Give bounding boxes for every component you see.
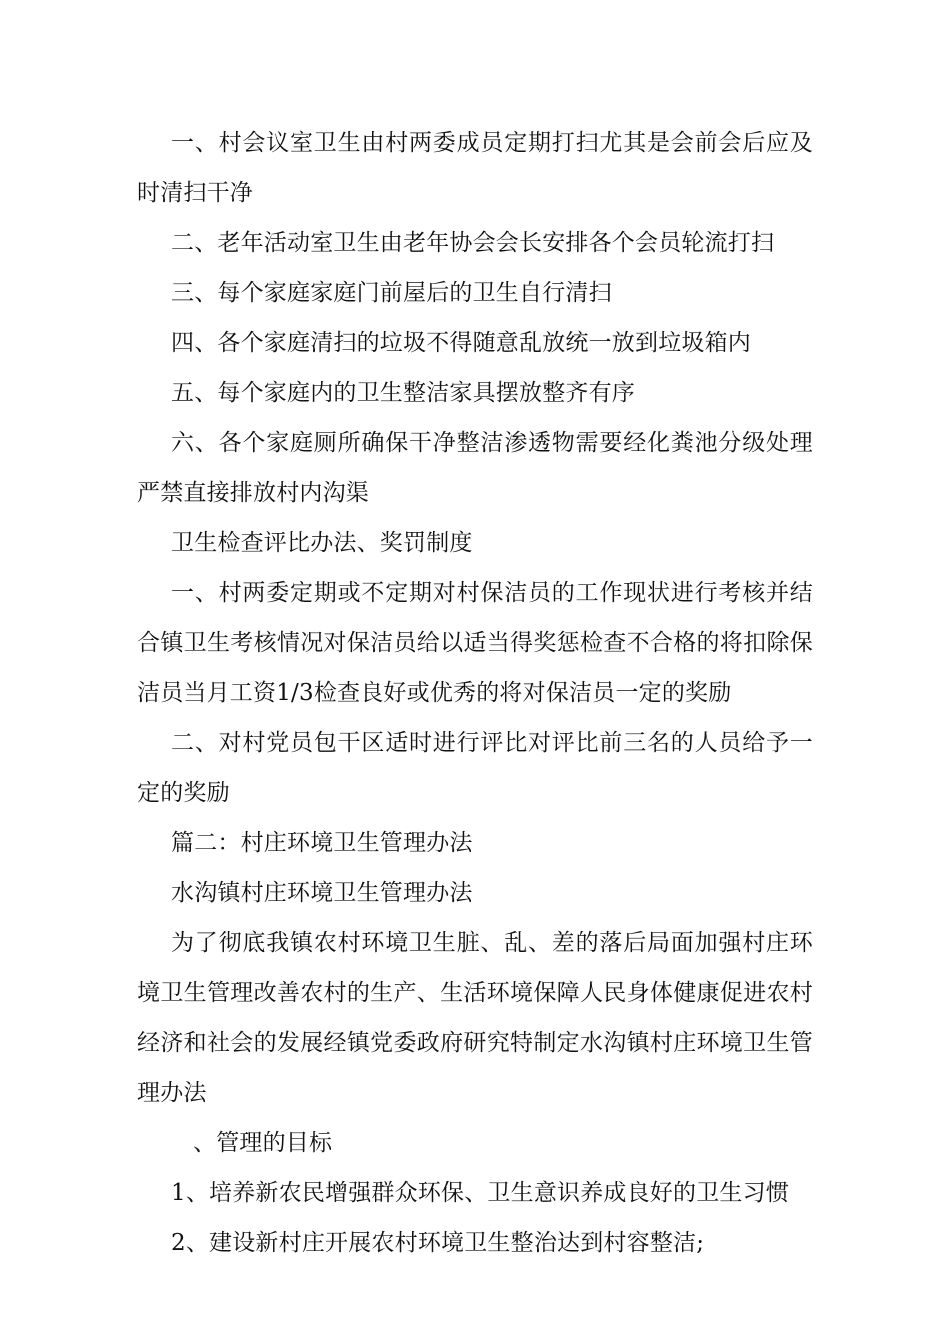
paragraph-8: 二、对村党员包干区适时进行评比对评比前三名的人员给予一定的奖励 xyxy=(137,730,813,806)
section-heading-goals: 、管理的目标 xyxy=(193,1130,333,1156)
paragraph-4: 四、各个家庭清扫的垃圾不得随意乱放统一放到垃圾箱内 xyxy=(171,330,751,356)
paragraph-5: 五、每个家庭内的卫生整洁家具摆放整齐有序 xyxy=(171,380,635,406)
document-title: 水沟镇村庄环境卫生管理办法 xyxy=(171,880,473,906)
paragraph-3: 三、每个家庭家庭门前屋后的卫生自行清扫 xyxy=(171,280,612,306)
goal-item-2: 2、建设新村庄开展农村环境卫生整治达到村容整洁; xyxy=(171,1230,705,1256)
document-body xyxy=(137,118,813,1268)
paragraph-7: 一、村两委定期或不定期对村保洁员的工作现状进行考核并结合镇卫生考核情况对保洁员给以适当得奖惩检查不合格的将扣除保洁员当月工资1/3检查良好或优秀的将对保洁员一定的奖励 xyxy=(137,580,813,706)
paragraph-2: 二、老年活动室卫生由老年协会会长安排各个会员轮流打扫 xyxy=(171,230,775,256)
paragraph-1: 一、村会议室卫生由村两委成员定期打扫尤其是会前会后应及时清扫干净 xyxy=(137,130,813,206)
section-heading-inspection: 卫生检查评比办法、奖罚制度 xyxy=(171,530,473,556)
goal-item-1: 1、培养新农民增强群众环保、卫生意识养成良好的卫生习惯 xyxy=(171,1180,790,1206)
chapter-heading: 篇二：村庄环境卫生管理办法 xyxy=(171,830,473,856)
paragraph-6: 六、各个家庭厕所确保干净整洁渗透物需要经化粪池分级处理严禁直接排放村内沟渠 xyxy=(137,430,813,506)
paragraph-intro: 为了彻底我镇农村环境卫生脏、乱、差的落后局面加强村庄环境卫生管理改善农村的生产、生活环境保障人民身体健康促进农村经济和社会的发展经镇党委政府研究特制定水沟镇村庄环境卫生管理办法 xyxy=(137,930,813,1106)
